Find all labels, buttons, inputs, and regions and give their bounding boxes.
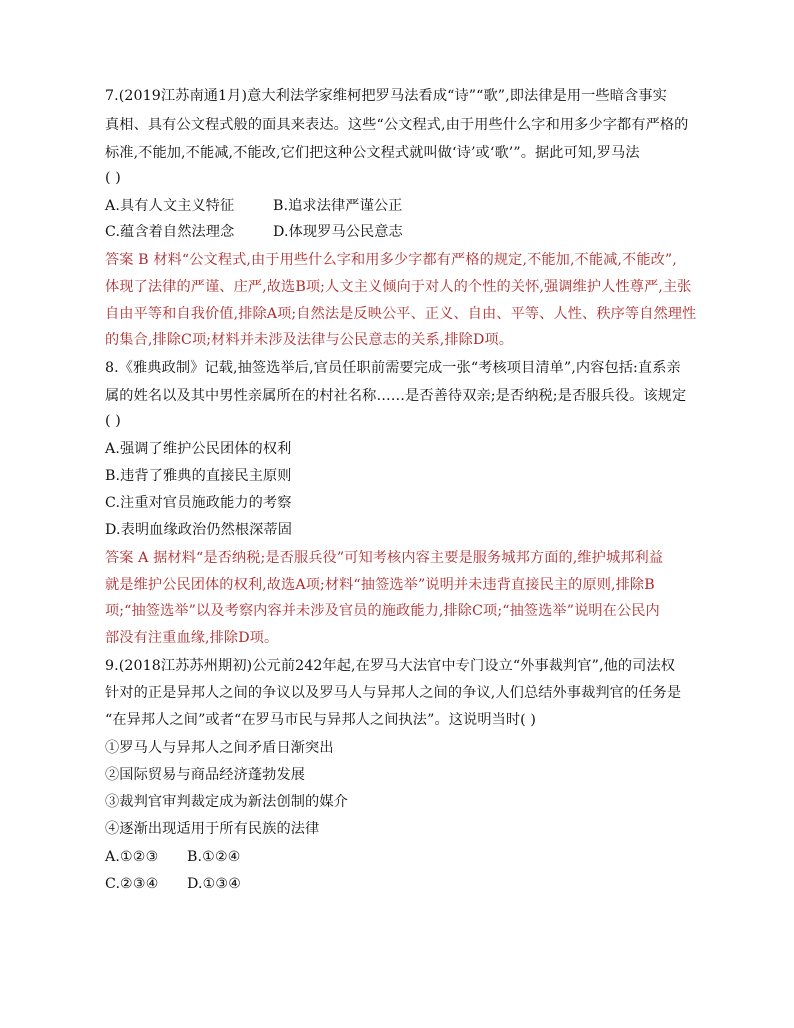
q8-answer-line-3: 项;“抽签选举”以及考察内容并未涉及官员的施政能力,排除C项;“抽签选举”说明在公民内	[105, 603, 660, 619]
q7-option-b: B.追求法律严谨公正	[273, 198, 403, 214]
q8-blank: ( )	[105, 413, 121, 429]
q9-stem-line-3: “在异邦人之间”或者“在罗马市民与异邦人之间执法”。这说明当时( )	[105, 712, 537, 728]
q9-stem-line-2: 针对的正是异邦人之间的争议以及罗马人与异邦人之间的争议,人们总结外事裁判官的任务是	[105, 685, 682, 701]
q7-answer-line-1: 答案 B 材料“公文程式,由于用些什么字和用多少字都有严格的规定,不能加,不能减,不能改”,	[105, 252, 677, 268]
q7-answer-line-3: 自由平等和自我价值,排除A项;自然法是反映公平、正义、自由、平等、人性、秩序等自然理性	[105, 306, 697, 322]
q8-option-a: A.强调了维护公民团体的权利	[105, 441, 292, 457]
q7-answer-line-4: 的集合,排除C项;材料并未涉及法律与公民意志的关系,排除D项。	[105, 332, 514, 348]
q8-stem-line-1: 8.《雅典政制》记载,抽签选举后,官员任职前需要完成一张“考核项目清单”,内容包括:直系亲	[105, 360, 681, 376]
q8-answer-line-4: 部没有注重血缘,排除D项。	[105, 630, 279, 646]
q9-option-row-2	[105, 874, 705, 894]
q8-option-d: D.表明血缘政治仍然根深蒂固	[105, 522, 293, 538]
q9-option-b: B.①②④	[187, 849, 241, 865]
q9-stem-line-1: 9.(2018江苏苏州期初)公元前242年起,在罗马大法官中专门设立“外事裁判官”,他的司法权	[105, 658, 676, 674]
q7-stem-line-3: 标准,不能加,不能减,不能改,它们把这种公文程式就叫做‘诗’或‘歌’”。据此可知,罗马法	[105, 145, 640, 161]
q7-answer-line-2: 体现了法律的严谨、庄严,故选B项;人文主义倾向于对人的个性的关怀,强调维护人性尊严,主张	[105, 279, 692, 295]
q9-option-d: D.①③④	[187, 876, 242, 892]
q7-blank: ( )	[105, 170, 121, 186]
q7-stem-line-1: 7.(2019江苏南通1月)意大利法学家维柯把罗马法看成“诗”“歌”,即法律是用一些暗含事实	[105, 88, 667, 104]
q9-option-c: C.②③④	[105, 876, 159, 892]
q9-item-4: ④逐渐出现适用于所有民族的法律	[105, 821, 320, 837]
q8-answer-line-1: 答案 A 据材料“是否纳税;是否服兵役”可知考核内容主要是服务城邦方面的,维护城邦利益	[105, 550, 664, 566]
q7-stem-line-2: 真相、具有公文程式般的面具来表达。这些“公文程式,由于用些什么字和用多少字都有严格的	[105, 117, 689, 133]
q8-answer-line-2: 就是维护公民团体的权利,故选A项;材料“抽签选举”说明并未违背直接民主的原则,排除B	[105, 577, 655, 593]
q7-option-d: D.体现罗马公民意志	[273, 224, 403, 240]
q9-item-2: ②国际贸易与商品经济蓬勃发展	[105, 767, 306, 783]
q7-option-row-1	[105, 196, 705, 216]
q8-option-c: C.注重对官员施政能力的考察	[105, 495, 292, 511]
q8-stem-line-2: 属的姓名以及其中男性亲属所在的村社名称……是否善待双亲;是否纳税;是否服兵役。该规定	[105, 388, 687, 404]
q9-option-row-1	[105, 847, 705, 867]
q7-option-c: C.蕴含着自然法理念	[105, 224, 235, 240]
q8-option-b: B.违背了雅典的直接民主原则	[105, 468, 292, 484]
q9-option-a: A.①②③	[105, 849, 159, 865]
q9-item-1: ①罗马人与异邦人之间矛盾日渐突出	[105, 740, 334, 756]
q7-option-a: A.具有人文主义特征	[105, 198, 235, 214]
q7-option-row-2	[105, 222, 705, 242]
q9-item-3: ③裁判官审判裁定成为新法创制的媒介	[105, 794, 348, 810]
